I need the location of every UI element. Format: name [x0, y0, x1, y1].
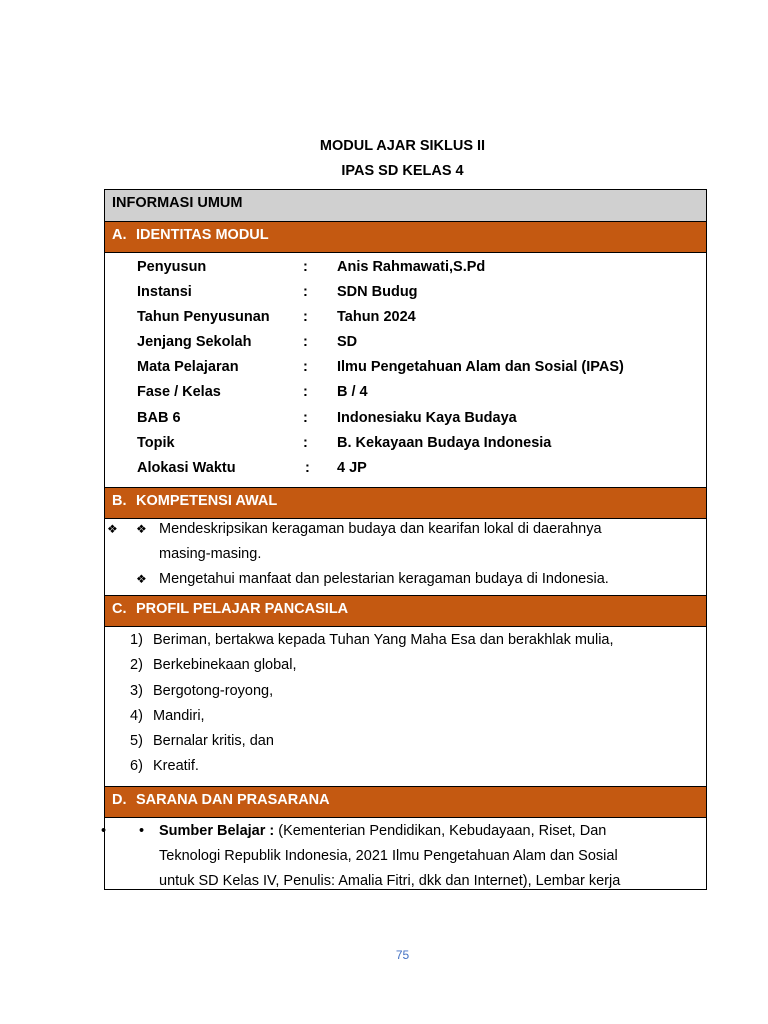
section-d-header — [105, 786, 706, 818]
profil-text: Bernalar kritis, dan — [153, 733, 274, 749]
profil-number: 5) — [130, 733, 143, 749]
sarana-bullet-icon: • — [139, 823, 145, 839]
kompetensi-item-1-line-1: Mendeskripsikan keragaman budaya dan kearifan lokal di daerahnya — [159, 521, 602, 537]
profil-text: Berkebinekaan global, — [153, 657, 297, 673]
identity-colon: : — [305, 460, 310, 476]
kompetensi-item — [136, 569, 147, 589]
section-d-title: SARANA DAN PRASARANA — [136, 792, 330, 808]
identity-colon: : — [303, 435, 308, 451]
identity-colon: : — [303, 309, 308, 325]
profil-item — [130, 655, 297, 675]
section-a-title: IDENTITAS MODUL — [136, 227, 269, 243]
profil-text: Mandiri, — [153, 708, 205, 724]
sumber-belajar-label: Sumber Belajar : — [159, 823, 275, 839]
page-number: 75 — [395, 948, 410, 962]
kompetensi-outer-bullet — [107, 519, 118, 539]
identity-label: Alokasi Waktu — [137, 460, 236, 476]
sarana-item-line-2: Teknologi Republik Indonesia, 2021 Ilmu Pengetahuan Alam dan Sosial — [159, 848, 618, 864]
kompetensi-item — [136, 519, 147, 539]
kompetensi-item-2: Mengetahui manfaat dan pelestarian keragaman budaya di Indonesia. — [159, 571, 609, 587]
profil-number: 4) — [130, 708, 143, 724]
identity-label: Jenjang Sekolah — [137, 334, 252, 350]
diamond-bullet-icon: ❖ — [136, 522, 147, 536]
identity-value: Indonesiaku Kaya Budaya — [337, 410, 517, 426]
identity-value: SD — [337, 334, 358, 350]
section-a-letter: A. — [112, 227, 127, 243]
identity-label: Penyusun — [137, 259, 207, 275]
profil-number: 6) — [130, 758, 143, 774]
identity-value: B. Kekayaan Budaya Indonesia — [337, 435, 552, 451]
diamond-bullet-icon: ❖ — [136, 572, 147, 586]
identity-colon: : — [303, 410, 308, 426]
identity-label: BAB 6 — [137, 410, 181, 426]
identity-label: Tahun Penyusunan — [137, 309, 270, 325]
profil-item — [130, 756, 199, 776]
identity-colon: : — [303, 384, 308, 400]
section-c-title: PROFIL PELAJAR PANCASILA — [136, 601, 349, 617]
identity-colon: : — [303, 284, 308, 300]
profil-number: 2) — [130, 657, 143, 673]
module-table — [101, 189, 707, 890]
identity-value: 4 JP — [337, 460, 367, 476]
document-title: MODUL AJAR SIKLUS II — [319, 138, 486, 154]
sarana-item-line-1 — [159, 821, 606, 841]
diamond-bullet-icon: ❖ — [107, 522, 118, 536]
profil-number: 1) — [130, 632, 143, 648]
section-b-title: KOMPETENSI AWAL — [136, 493, 278, 509]
identity-value: SDN Budug — [337, 284, 418, 300]
profil-text: Bergotong-royong, — [153, 683, 274, 699]
identity-label: Topik — [137, 435, 175, 451]
identity-label: Mata Pelajaran — [137, 359, 239, 375]
section-c-letter: C. — [112, 601, 127, 617]
identity-colon: : — [303, 359, 308, 375]
identity-label: Fase / Kelas — [137, 384, 221, 400]
section-c-header — [105, 595, 706, 627]
section-a-header — [105, 221, 706, 253]
section-b-header — [105, 487, 706, 519]
identity-colon: : — [303, 259, 308, 275]
profil-number: 3) — [130, 683, 143, 699]
profil-item — [130, 681, 273, 701]
profil-item — [130, 731, 274, 751]
profil-item — [130, 630, 614, 650]
profil-item — [130, 706, 205, 726]
section-d-letter: D. — [112, 792, 127, 808]
identity-value: Anis Rahmawati,S.Pd — [337, 259, 486, 275]
sarana-outer-bullet: • — [101, 823, 107, 839]
identity-value: B / 4 — [337, 384, 368, 400]
sarana-text: (Kementerian Pendidikan, Kebudayaan, Riset, Dan — [274, 823, 607, 839]
identity-value: Tahun 2024 — [337, 309, 416, 325]
identity-value: Ilmu Pengetahuan Alam dan Sosial (IPAS) — [337, 359, 624, 375]
profil-text: Beriman, bertakwa kepada Tuhan Yang Maha Esa dan berakhlak mulia, — [153, 632, 614, 648]
profil-text: Kreatif. — [153, 758, 199, 774]
identity-colon: : — [303, 334, 308, 350]
section-general-header: INFORMASI UMUM — [105, 190, 706, 222]
identity-label: Instansi — [137, 284, 192, 300]
section-b-letter: B. — [112, 493, 127, 509]
kompetensi-item-1-line-2: masing-masing. — [159, 546, 262, 562]
sarana-item-line-3: untuk SD Kelas IV, Penulis: Amalia Fitri, dkk dan Internet), Lembar kerja — [159, 873, 621, 889]
document-subtitle: IPAS SD KELAS 4 — [341, 163, 464, 179]
